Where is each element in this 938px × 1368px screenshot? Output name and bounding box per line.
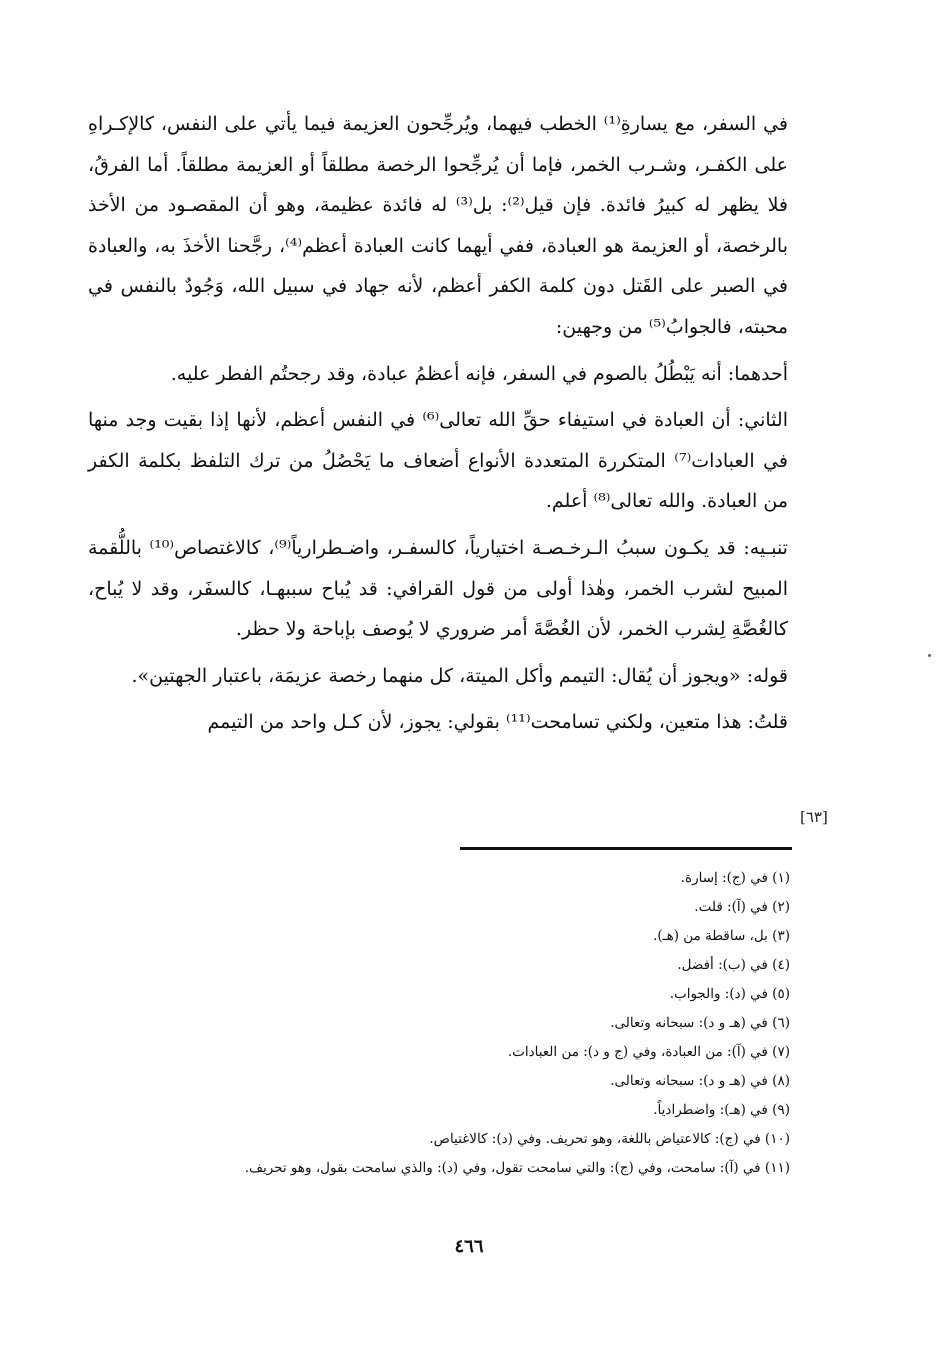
manuscript-folio-marker: [٦٣]	[800, 808, 828, 826]
footnote: (٦) في (هـ و د): سبحانه وتعالى.	[610, 1015, 790, 1031]
paragraph-6: قلتُ: هذا متعين، ولكني تسامحت⁽¹¹⁾ بقولي: يجوز، لأن كـل واحد من التيمم	[207, 711, 788, 734]
paragraph-1: في السفر، مع يسارةِ⁽¹⁾ الخطب فيهما، ويُرجِّحون العزيمة فيما يأتي على النفس، كالإكـراهِ على الكفـر، وشـرب الخمر، فإما أن يُرجِّحوا الرخصة مطلقاً أو العزيمة مطلقاً. أما الفرقُ، فلا يظهر له كبيرُ فائدة. فإن قيل⁽²⁾: بل⁽³⁾ له فائدة عظيمة، وهو أن المقصـود من الأخذ بالرخصة، أو العزيمة هو العبادة، ففي أيهما كانت العبادة أعظم⁽⁴⁾، رجَّحنا الأخذَ به، والعبادة في الصبر على القَتل دون كلمة الكفر أعظم، لأنه جهاد في سبيل الله، وَجُودٌ بالنفس في محبته، فالجوابُ⁽⁵⁾ من وجهين:	[88, 113, 789, 338]
page-number: ٤٦٦	[454, 1236, 484, 1257]
footnote: (٧) في (آ): من العبادة، وفي (ج و د): من العبادات.	[507, 1044, 790, 1060]
footnote: (٤) في (ب): أفضل.	[677, 957, 790, 973]
footnote: (٥) في (د): والجواب.	[669, 986, 790, 1002]
paragraph-3: الثاني: أن العبادة في استيفاء حقِّ الله تعالى⁽⁶⁾ في النفس أعظم، لأنها إذا بقيت وجد منها في العبادات⁽⁷⁾ المتكررة المتعددة الأنواع أضعاف ما يَحْصُلُ من ترك التلفظ بكلمة الكفر من العبادة. والله تعالى⁽⁸⁾ أعلم.	[88, 409, 788, 513]
footnote: (٢) في (آ): قلت.	[694, 899, 790, 915]
footnote: (١١) في (آ): سامحت، وفي (ج): والتي سامحت تقول، وفي (د): والذي سامحت بقول، وهو تحريف.	[244, 1160, 790, 1176]
paragraph-4: تنبـيه: قد يكـون سببُ الـرخـصـة اختيارياً، كالسفـر، واضـطرارياً⁽⁹⁾، كالاغتصاص⁽¹⁰⁾ باللُّقمة المبيح لشرب الخمر، وهٰذا أولى من قول القرافي: قد يُباح سببهـا، كالسفَر، وقد لا يُباح، كالغُصَّةِ لِشرب الخمر، لأن الغُصَّةَ أمر ضروري لا يُوصف بإباحة ولا حظر.	[88, 536, 788, 641]
footnote: (٣) بل، ساقطة من (هـ).	[653, 928, 790, 944]
paragraph-2: أحدهما: أنه يَبْطُلُ بالصوم في السفر، فإنه أعظمُ عبادة، وقد رجحتُم الفطر عليه.	[170, 362, 788, 385]
scan-speck	[928, 654, 931, 657]
footnotes	[90, 864, 790, 1183]
main-text	[88, 104, 788, 743]
footnote-separator-rule	[460, 847, 792, 850]
footnote: (٨) في (هـ و د): سبحانه وتعالى.	[610, 1073, 790, 1089]
footnote: (١٠) في (ج): كالاعتياض باللغة، وهو تحريف. وفي (د): كالاغتياص.	[429, 1131, 790, 1147]
footnote: (١) في (ج): إسارة.	[680, 870, 790, 886]
footnote: (٩) في (هـ): واضطرادياً.	[653, 1102, 790, 1118]
paragraph-5: قوله: «ويجوز أن يُقال: التيمم وأكل الميتة، كل منهما رخصة عزيمَة، باعتبار الجهتين».	[131, 664, 788, 687]
